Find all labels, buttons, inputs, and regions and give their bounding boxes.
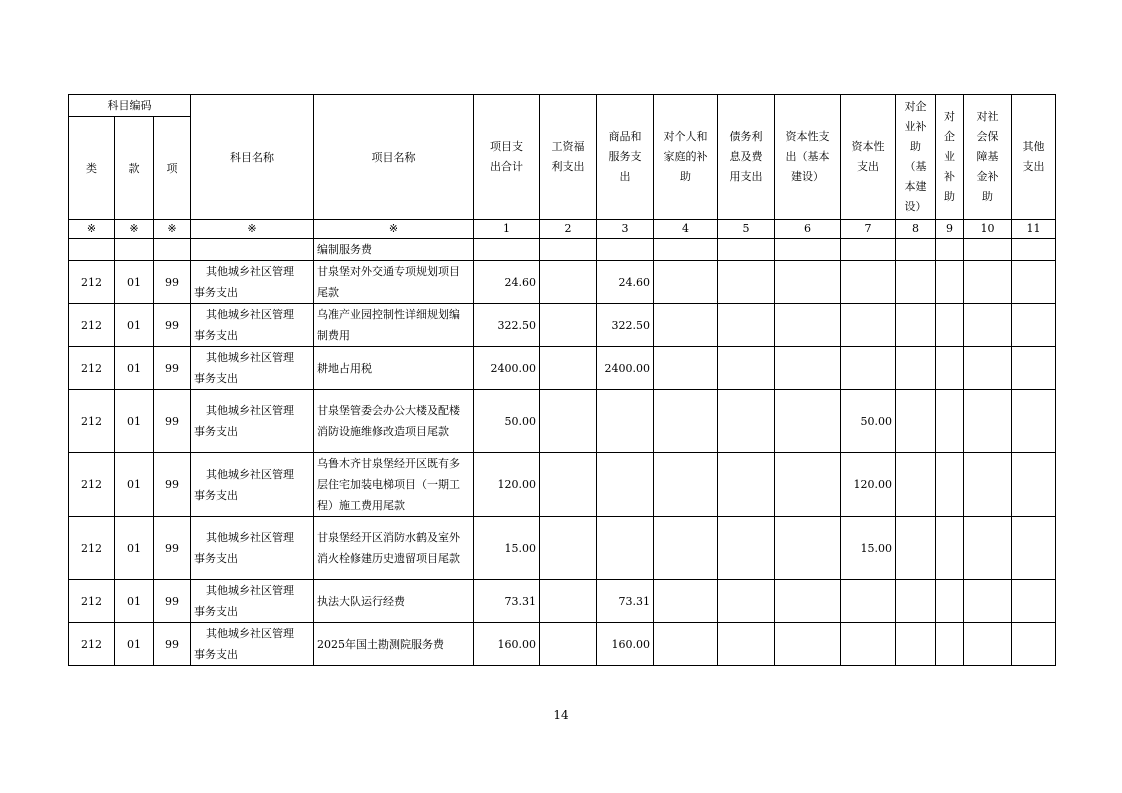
item-code-cell: 99 (154, 304, 191, 347)
index-cell: ※ (115, 220, 154, 239)
section-code-cell: 01 (115, 580, 154, 623)
personal-subsidy-cell (654, 304, 718, 347)
total-amount-cell: 160.00 (474, 623, 540, 666)
capital-basic-cell (775, 453, 841, 517)
capital-cell (841, 347, 896, 390)
personal-subsidy-cell (654, 261, 718, 304)
debt-interest-cell (718, 623, 775, 666)
subject-name-line: 其他城乡社区管理 (206, 265, 294, 278)
class-code-cell: 212 (69, 390, 115, 453)
capital-basic-cell (775, 623, 841, 666)
header-personal: 对个人和家庭的补助 (654, 95, 718, 220)
subject-name-cell (191, 304, 314, 347)
total-amount-cell: 24.60 (474, 261, 540, 304)
project-name-cell: 乌鲁木齐甘泉堡经开区既有多层住宅加装电梯项目（一期工程）施工费用尾款 (314, 453, 474, 517)
table-row-continued (69, 239, 1056, 261)
class-code-cell: 212 (69, 261, 115, 304)
header-other: 其他支出 (1012, 95, 1056, 220)
section-code-cell: 01 (115, 390, 154, 453)
item-code-cell: 99 (154, 623, 191, 666)
debt-interest-cell (718, 261, 775, 304)
wage-cell (540, 453, 597, 517)
class-code-cell: 212 (69, 453, 115, 517)
table-row (69, 390, 1056, 453)
table-header (69, 95, 1056, 239)
table-row (69, 517, 1056, 580)
item-code-cell: 99 (154, 580, 191, 623)
enterprise-cell (936, 623, 964, 666)
header-enterprise-basic: 对企业补助（基本建设） (896, 95, 936, 220)
table-row (69, 347, 1056, 390)
total-amount-cell: 73.31 (474, 580, 540, 623)
project-name-cell: 耕地占用税 (314, 347, 474, 390)
project-name-cell: 执法大队运行经费 (314, 580, 474, 623)
goods-services-cell (597, 453, 654, 517)
enterprise-cell (936, 517, 964, 580)
section-code-cell: 01 (115, 347, 154, 390)
subject-name-cell (191, 580, 314, 623)
wage-cell (540, 580, 597, 623)
header-subject-name: 科目名称 (191, 95, 314, 220)
enterprise-basic-cell (896, 261, 936, 304)
table-row (69, 304, 1056, 347)
subject-name-line: 事务支出 (194, 286, 238, 299)
wage-cell (540, 304, 597, 347)
column-index-row (69, 220, 1056, 239)
other-cell (1012, 390, 1056, 453)
table-body (69, 239, 1056, 666)
social-security-cell (964, 580, 1012, 623)
index-cell: 9 (936, 220, 964, 239)
subject-name-cell (191, 390, 314, 453)
project-name-cell: 乌准产业园控制性详细规划编制费用 (314, 304, 474, 347)
table-row (69, 453, 1056, 517)
section-code-cell: 01 (115, 304, 154, 347)
enterprise-basic-cell (896, 580, 936, 623)
debt-interest-cell (718, 580, 775, 623)
capital-basic-cell (775, 304, 841, 347)
wage-cell (540, 347, 597, 390)
social-security-cell (964, 453, 1012, 517)
goods-services-cell: 322.50 (597, 304, 654, 347)
other-cell (1012, 453, 1056, 517)
capital-cell: 50.00 (841, 390, 896, 453)
goods-services-cell (597, 517, 654, 580)
class-code-cell: 212 (69, 517, 115, 580)
capital-basic-cell (775, 261, 841, 304)
social-security-cell (964, 304, 1012, 347)
enterprise-cell (936, 390, 964, 453)
subject-name-line: 其他城乡社区管理 (206, 584, 294, 597)
social-security-cell (964, 347, 1012, 390)
other-cell (1012, 304, 1056, 347)
social-security-cell (964, 623, 1012, 666)
class-code-cell: 212 (69, 623, 115, 666)
item-code-cell: 99 (154, 390, 191, 453)
header-code-group: 科目编码 (69, 95, 191, 117)
other-cell (1012, 261, 1056, 304)
section-code-cell: 01 (115, 261, 154, 304)
capital-basic-cell (775, 517, 841, 580)
social-security-cell (964, 261, 1012, 304)
index-cell: 6 (775, 220, 841, 239)
index-cell: ※ (154, 220, 191, 239)
enterprise-basic-cell (896, 517, 936, 580)
capital-cell (841, 261, 896, 304)
total-amount-cell: 120.00 (474, 453, 540, 517)
header-section: 款 (115, 117, 154, 220)
enterprise-cell (936, 453, 964, 517)
index-cell: 7 (841, 220, 896, 239)
index-cell: 11 (1012, 220, 1056, 239)
enterprise-basic-cell (896, 304, 936, 347)
enterprise-basic-cell (896, 453, 936, 517)
header-project-name: 项目名称 (314, 95, 474, 220)
other-cell (1012, 347, 1056, 390)
subject-name-cell (191, 623, 314, 666)
index-cell: ※ (191, 220, 314, 239)
enterprise-cell (936, 261, 964, 304)
subject-name-line: 事务支出 (194, 605, 238, 618)
section-code-cell: 01 (115, 517, 154, 580)
header-social: 对社会保障基金补助 (964, 95, 1012, 220)
total-amount-cell: 15.00 (474, 517, 540, 580)
header-item: 项 (154, 117, 191, 220)
capital-basic-cell (775, 347, 841, 390)
index-cell: 2 (540, 220, 597, 239)
capital-cell (841, 304, 896, 347)
goods-services-cell: 2400.00 (597, 347, 654, 390)
goods-services-cell: 24.60 (597, 261, 654, 304)
subject-name-line: 事务支出 (194, 488, 238, 502)
table-row (69, 261, 1056, 304)
item-code-cell: 99 (154, 517, 191, 580)
header-enterprise: 对企业补助 (936, 95, 964, 220)
subject-name-line: 其他城乡社区管理 (206, 308, 294, 321)
social-security-cell (964, 517, 1012, 580)
capital-cell (841, 580, 896, 623)
header-goods: 商品和服务支出 (597, 95, 654, 220)
debt-interest-cell (718, 347, 775, 390)
table-row (69, 580, 1056, 623)
class-code-cell: 212 (69, 347, 115, 390)
subject-name-line: 事务支出 (194, 329, 238, 342)
debt-interest-cell (718, 517, 775, 580)
subject-name-line: 其他城乡社区管理 (206, 531, 294, 544)
header-capital-basic: 资本性支出（基本建设） (775, 95, 841, 220)
class-code-cell: 212 (69, 580, 115, 623)
subject-name-line: 事务支出 (194, 425, 238, 438)
subject-name-line: 其他城乡社区管理 (206, 467, 294, 481)
index-cell: 5 (718, 220, 775, 239)
total-amount-cell: 50.00 (474, 390, 540, 453)
table-row (69, 623, 1056, 666)
total-amount-cell: 322.50 (474, 304, 540, 347)
capital-basic-cell (775, 390, 841, 453)
project-name-cell: 甘泉堡管委会办公大楼及配楼消防设施维修改造项目尾款 (314, 390, 474, 453)
personal-subsidy-cell (654, 623, 718, 666)
wage-cell (540, 623, 597, 666)
index-cell: 8 (896, 220, 936, 239)
project-name-cell: 2025年国土勘测院服务费 (314, 623, 474, 666)
index-cell: 1 (474, 220, 540, 239)
subject-name-cell (191, 347, 314, 390)
enterprise-cell (936, 304, 964, 347)
project-name-cell: 编制服务费 (314, 239, 474, 261)
project-name-cell: 甘泉堡对外交通专项规划项目尾款 (314, 261, 474, 304)
enterprise-cell (936, 580, 964, 623)
capital-cell (841, 623, 896, 666)
page-number: 14 (553, 708, 569, 722)
header-capital: 资本性支出 (841, 95, 896, 220)
capital-basic-cell (775, 580, 841, 623)
subject-name-line: 其他城乡社区管理 (206, 351, 294, 364)
personal-subsidy-cell (654, 347, 718, 390)
class-code-cell: 212 (69, 304, 115, 347)
total-amount-cell: 2400.00 (474, 347, 540, 390)
personal-subsidy-cell (654, 580, 718, 623)
subject-name-line: 事务支出 (194, 552, 238, 565)
enterprise-cell (936, 347, 964, 390)
wage-cell (540, 261, 597, 304)
subject-name-line: 事务支出 (194, 648, 238, 661)
section-code-cell: 01 (115, 453, 154, 517)
index-cell: 4 (654, 220, 718, 239)
debt-interest-cell (718, 453, 775, 517)
budget-table (68, 94, 1056, 666)
item-code-cell: 99 (154, 261, 191, 304)
other-cell (1012, 623, 1056, 666)
header-wage: 工资福利支出 (540, 95, 597, 220)
goods-services-cell (597, 390, 654, 453)
other-cell (1012, 580, 1056, 623)
wage-cell (540, 390, 597, 453)
enterprise-basic-cell (896, 347, 936, 390)
project-name-cell: 甘泉堡经开区消防水鹤及室外消火栓修建历史遗留项目尾款 (314, 517, 474, 580)
subject-name-cell (191, 261, 314, 304)
goods-services-cell: 160.00 (597, 623, 654, 666)
personal-subsidy-cell (654, 517, 718, 580)
social-security-cell (964, 390, 1012, 453)
subject-name-cell (191, 517, 314, 580)
index-cell: ※ (69, 220, 115, 239)
index-cell: 10 (964, 220, 1012, 239)
wage-cell (540, 517, 597, 580)
enterprise-basic-cell (896, 390, 936, 453)
subject-name-line: 其他城乡社区管理 (206, 404, 294, 417)
header-class: 类 (69, 117, 115, 220)
debt-interest-cell (718, 304, 775, 347)
index-cell: 3 (597, 220, 654, 239)
debt-interest-cell (718, 390, 775, 453)
item-code-cell: 99 (154, 347, 191, 390)
section-code-cell: 01 (115, 623, 154, 666)
subject-name-line: 其他城乡社区管理 (206, 627, 294, 640)
enterprise-basic-cell (896, 623, 936, 666)
other-cell (1012, 517, 1056, 580)
personal-subsidy-cell (654, 390, 718, 453)
item-code-cell: 99 (154, 453, 191, 517)
personal-subsidy-cell (654, 453, 718, 517)
subject-name-cell (191, 453, 314, 517)
subject-name-line: 事务支出 (194, 372, 238, 385)
header-total: 项目支出合计 (474, 95, 540, 220)
header-debt: 债务利息及费用支出 (718, 95, 775, 220)
index-cell: ※ (314, 220, 474, 239)
capital-cell: 15.00 (841, 517, 896, 580)
goods-services-cell: 73.31 (597, 580, 654, 623)
capital-cell: 120.00 (841, 453, 896, 517)
